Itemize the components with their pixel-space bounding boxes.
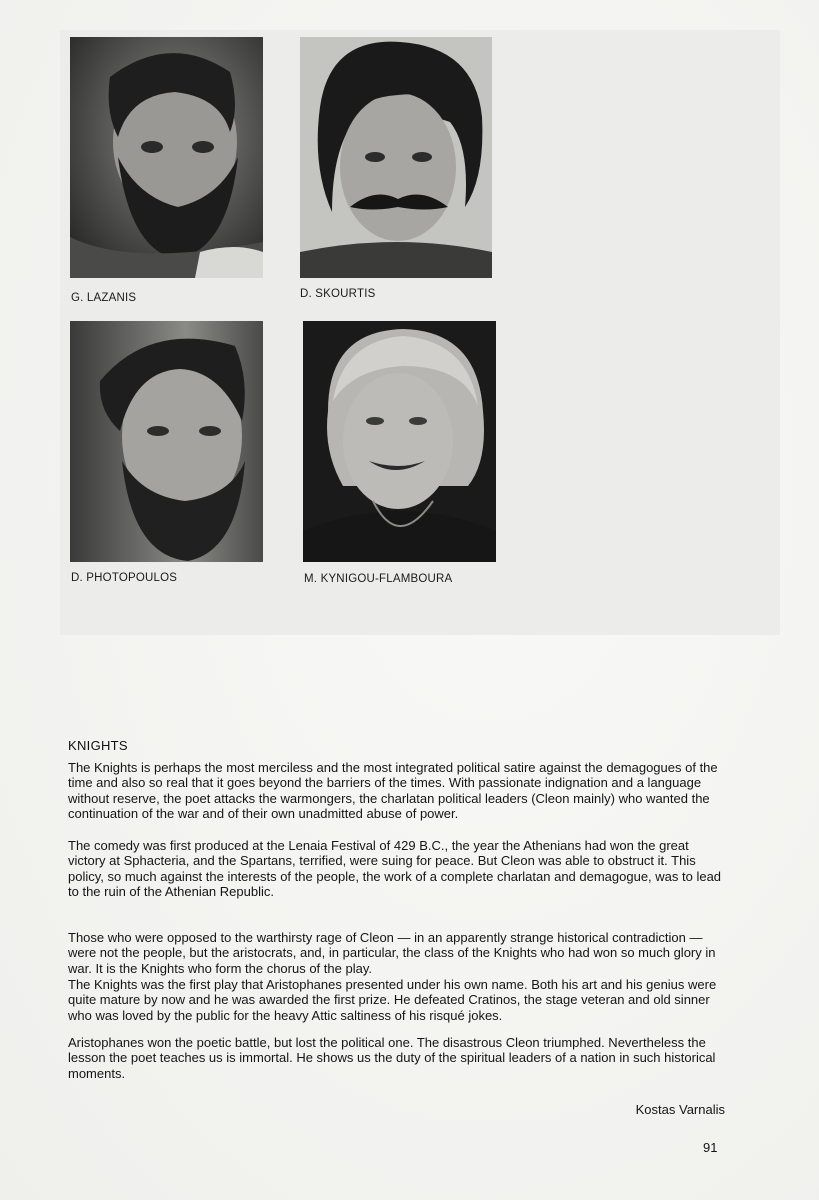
article-title: KNIGHTS [68,738,128,753]
article-paragraph: The comedy was first produced at the Lenaia Festival of 429 B.C., the year the Athenians had won the great victory at Sphacteria, and the Spartans, terrified, were suing for peace. But Cleon was able to obstruct it. This policy, so much against the interests of the people, the work of a complete charlatan and demagogue, was to lead to the ruin of the Athenian Republic. [68,838,722,900]
article-paragraph: The Knights is perhaps the most merciless and the most integrated political satire against the demagogues of the time and also so real that it goes beyond the barriers of the times. With passionate indignation and a language without reserve, the poet attacks the warmongers, the charlatan political leaders (Cleon mainly) who wanted the continuation of the war and of their own unadmitted abuse of power. [68,760,718,822]
photo-caption: G. LAZANIS [71,292,137,304]
photo-caption: D. SKOURTIS [300,288,376,300]
article-paragraph: Those who were opposed to the warthirsty rage of Cleon — in an apparently strange historical contradiction — were not the people, but the aristocrats, and, in particular, the class of the Knights who had won so much glory in war. It is the Knights who form the chorus of the play. [68,930,716,976]
photo-caption: D. PHOTOPOULOS [71,572,178,584]
portrait-bearded-man-icon [70,37,263,278]
article-paragraph: Aristophanes won the poetic battle, but lost the political one. The disastrous Cleon triumphed. Nevertheless the lesson the poet teaches us is immortal. He shows us the duty of the spiritual leaders of a nation in such historical moments. [68,1035,716,1081]
portrait-smiling-woman-icon [303,321,496,562]
photo-caption: M. KYNIGOU-FLAMBOURA [304,573,453,585]
page-number: 91 [703,1140,718,1155]
author-signature: Kostas Varnalis [635,1102,725,1117]
article-paragraph: The Knights was the first play that Aristophanes presented under his own name. Both his art and his genius were quite mature by now and he was awarded the first prize. He defeated Cratinos, the stage veteran and old sinner who was loved by the public for the heavy Attic saltiness of his risqué jokes. [68,977,717,1023]
portrait-bearded-young-man-icon [70,321,263,562]
portrait-mustached-man-icon [300,37,492,278]
